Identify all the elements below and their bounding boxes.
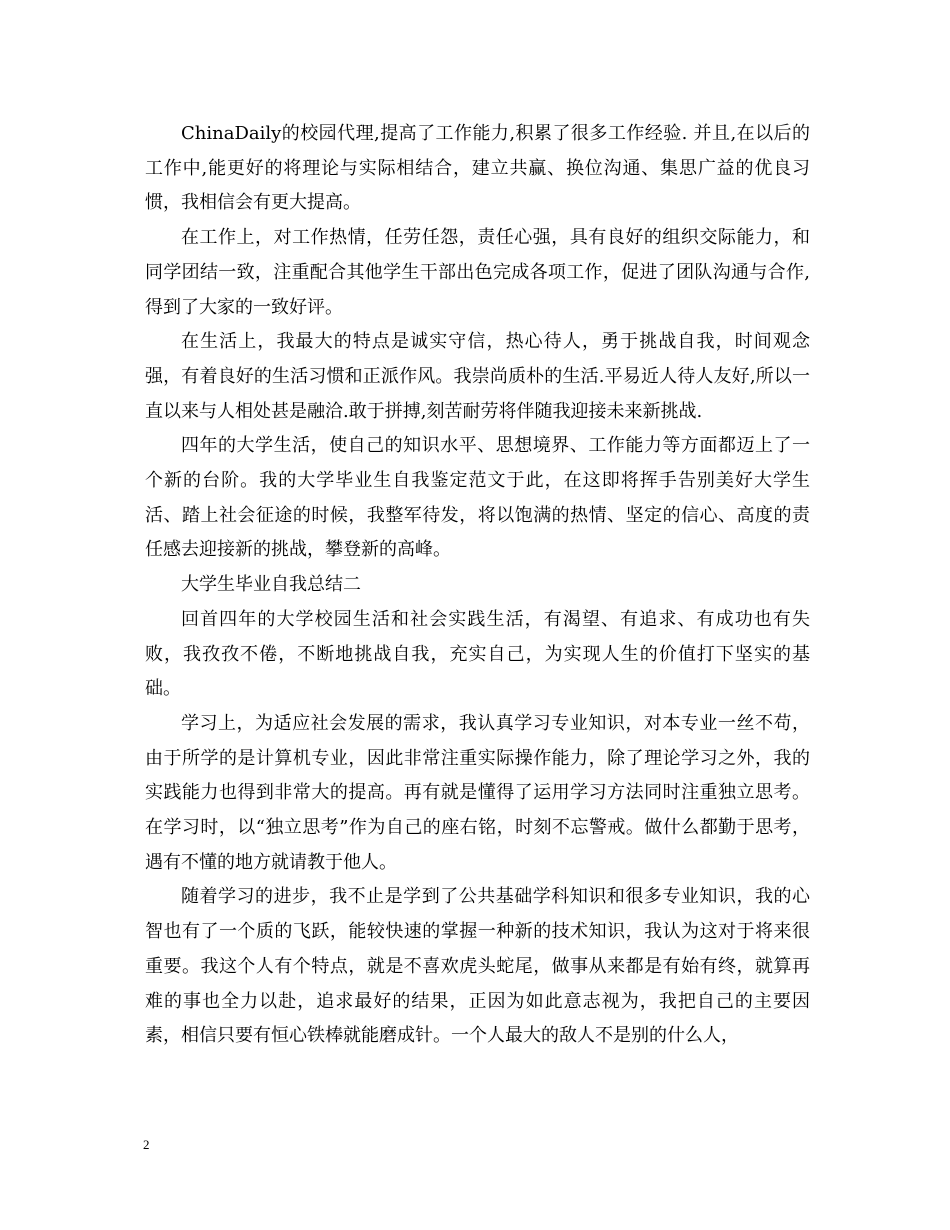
paragraph-1: ChinaDaily的校园代理,提高了工作能力,积累了很多工作经验. 并且,在以后的工作中,能更好的将理论与实际相结合，建立共赢、换位沟通、集思广益的优良习惯，我相信会有更大提高。 [145,123,810,214]
page-number: 2 [143,1137,150,1152]
paragraph-3: 在生活上，我最大的特点是诚实守信，热心待人，勇于挑战自我，时间观念强，有着良好的生活习惯和正派作风。我崇尚质朴的生活.平易近人待人友好,所以一直以来与人相处甚是融洽.敢于拼搏,刻苦耐劳将伴随我迎接未来新挑战. [145,331,810,422]
paragraph-6: 学习上，为适应社会发展的需求，我认真学习专业知识，对本专业一丝不苟，由于所学的是计算机专业，因此非常注重实际操作能力，除了理论学习之外，我的实践能力也得到非常大的提高。再有就是懂得了运用学习方法同时注重独立思考。在学习时，以“独立思考”作为自己的座右铭，时刻不忘警戒。做什么都勤于思考，遇有不懂的地方就请教于他人。 [145,712,810,873]
paragraph-4: 四年的大学生活，使自己的知识水平、思想境界、工作能力等方面都迈上了一个新的台阶。我的大学毕业生自我鉴定范文于此，在这即将挥手告别美好大学生活、踏上社会征途的时候，我整军待发，将以饱满的热情、坚定的信心、高度的责任感去迎接新的挑战，攀登新的高峰。 [145,435,810,561]
paragraph-7: 随着学习的进步，我不止是学到了公共基础学科知识和很多专业知识，我的心智也有了一个质的飞跃，能较快速的掌握一种新的技术知识，我认为这对于将来很重要。我这个人有个特点，就是不喜欢虎头蛇尾，做事从来都是有始有终，就算再难的事也全力以赴，追求最好的结果，正因为如此意志视为，我把自己的主要因素，相信只要有恒心铁棒就能磨成针。一个人最大的敌人不是别的什么人， [145,886,810,1047]
paragraph-2: 在工作上，对工作热情，任劳任怨，责任心强，具有良好的组织交际能力，和同学团结一致，注重配合其他学生干部出色完成各项工作，促进了团队沟通与合作,得到了大家的一致好评。 [145,227,810,318]
document-body [145,117,810,1054]
paragraph-5: 回首四年的大学校园生活和社会实践生活，有渴望、有追求、有成功也有失败，我孜孜不倦，不断地挑战自我，充实自己，为实现人生的价值打下坚实的基础。 [145,608,810,700]
section-heading: 大学生毕业自我总结二 [181,574,361,596]
